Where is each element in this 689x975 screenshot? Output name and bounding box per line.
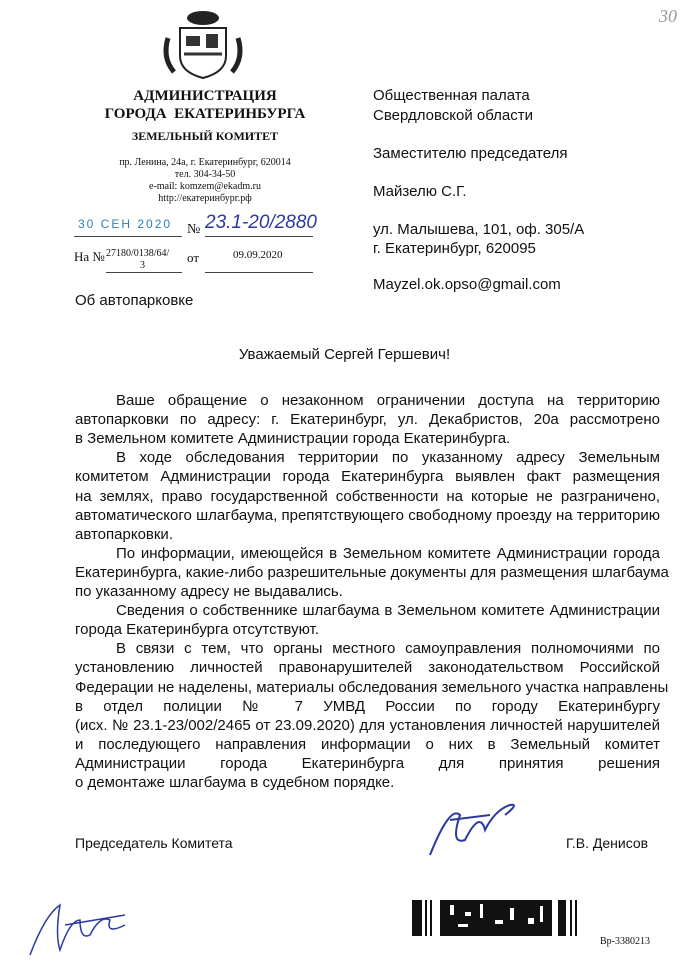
body-text-line: и последующего направления информации о них в Земельный комитет	[75, 735, 660, 753]
org-name-line2: ГОРОДА ЕКАТЕРИНБУРГА	[104, 106, 306, 122]
signer-title: Председатель Комитета	[75, 835, 233, 851]
date-underline	[74, 236, 182, 237]
incoming-date-underline	[205, 272, 313, 273]
org-email: e-mail: komzem@ekadm.ru	[149, 181, 261, 192]
body-text-line: на землях, право государственной собственности на которые не разграничено,	[75, 487, 660, 505]
body-text-line: В ходе обследования территории по указанному адресу Земельным	[116, 449, 660, 467]
signature-image	[420, 800, 530, 870]
executor-signature-image	[25, 895, 155, 965]
body-text-line: Администрации города Екатеринбурга для принятия решения	[75, 754, 660, 772]
from-label: от	[187, 250, 200, 265]
outgoing-number: 23.1-20/2880	[205, 212, 317, 233]
incoming-number-label: На №	[74, 249, 105, 264]
body-text-line: по указанному адресу не выдавались.	[75, 583, 343, 600]
coat-of-arms-logo	[158, 8, 248, 80]
recipient-email: Mayzel.ok.opso@gmail.com	[373, 276, 561, 293]
body-text-line: Ваше обращение о незаконном ограничении доступа на территорию	[116, 392, 660, 409]
body-text-line: автопарковки.	[75, 525, 173, 543]
barcode	[410, 900, 582, 940]
salutation: Уважаемый Сергей Гершевич!	[238, 346, 451, 363]
number-underline	[205, 236, 313, 237]
incoming-number: 27180/0138/64/	[106, 248, 170, 259]
page-mark: 30	[659, 6, 677, 26]
subject: Об автопарковке	[75, 292, 194, 309]
document-code: Вр-3380213	[600, 936, 650, 947]
recipient-city: г. Екатеринбург, 620095	[373, 240, 536, 257]
body-text-line: в отдел полиции № 7 УМВД России по городу Екатеринбургу	[75, 697, 660, 715]
body-text-line: в Земельном комитете Администрации города Екатеринбурга.	[75, 430, 511, 448]
body-text-line: Екатеринбурга, какие-либо разрешительные документы для размещения шлагбаума	[75, 563, 669, 581]
body-text-line: автопарковки по адресу: г. Екатеринбург, ул. Декабристов, 20а рассмотрено	[75, 411, 660, 429]
org-phone: тел. 304-34-50	[174, 169, 236, 180]
body-text-line: установлению личностей правонарушителей законодательством Российской	[75, 659, 660, 677]
recipient-line: Заместителю председателя	[373, 145, 568, 162]
recipient-address: ул. Малышева, 101, оф. 305/А	[373, 221, 585, 238]
body-text-line: По информации, имеющейся в Земельном комитете Администрации города	[116, 544, 660, 562]
org-website: http://екатеринбург.рф	[158, 193, 252, 204]
body-text-line: (исх. № 23.1-23/002/2465 от 23.09.2020) для установления личностей нарушителей	[75, 716, 660, 734]
org-name-line1: АДМИНИСТРАЦИЯ	[133, 88, 277, 104]
org-address: пр. Ленина, 24а, г. Екатеринбург, 620014	[119, 157, 291, 168]
incoming-number-underline	[106, 272, 182, 273]
body-text-line: комитетом Администрации города Екатеринбурга выявлен факт размещения	[75, 468, 660, 486]
recipient-name: Майзелю С.Г.	[373, 183, 467, 200]
body-text-line: В связи с тем, что органы местного самоуправления полномочиями по	[116, 640, 660, 658]
signer-name: Г.В. Денисов	[566, 835, 649, 851]
body-text-line: Сведения о собственнике шлагбаума в Земельном комитете Администрации	[116, 602, 660, 620]
recipient-line: Свердловской области	[373, 107, 534, 124]
body-text-line: Федерации не наделены, материалы обследования земельного участка направлены	[75, 678, 669, 696]
body-text-line: города Екатеринбурга отсутствуют.	[75, 621, 319, 639]
recipient-line: Общественная палата	[373, 87, 530, 104]
incoming-date: 09.09.2020	[233, 249, 283, 261]
incoming-number-cont: 3	[140, 260, 145, 271]
department-name: ЗЕМЕЛЬНЫЙ КОМИТЕТ	[131, 129, 279, 143]
date-stamp: 30 СЕН 2020	[78, 217, 173, 231]
body-text-line: о демонтаже шлагбаума в судебном порядке.	[75, 774, 395, 791]
body-text-line: автоматического шлагбаума, препятствующего свободному проезду на территорию	[75, 506, 660, 524]
number-label: №	[187, 222, 201, 237]
